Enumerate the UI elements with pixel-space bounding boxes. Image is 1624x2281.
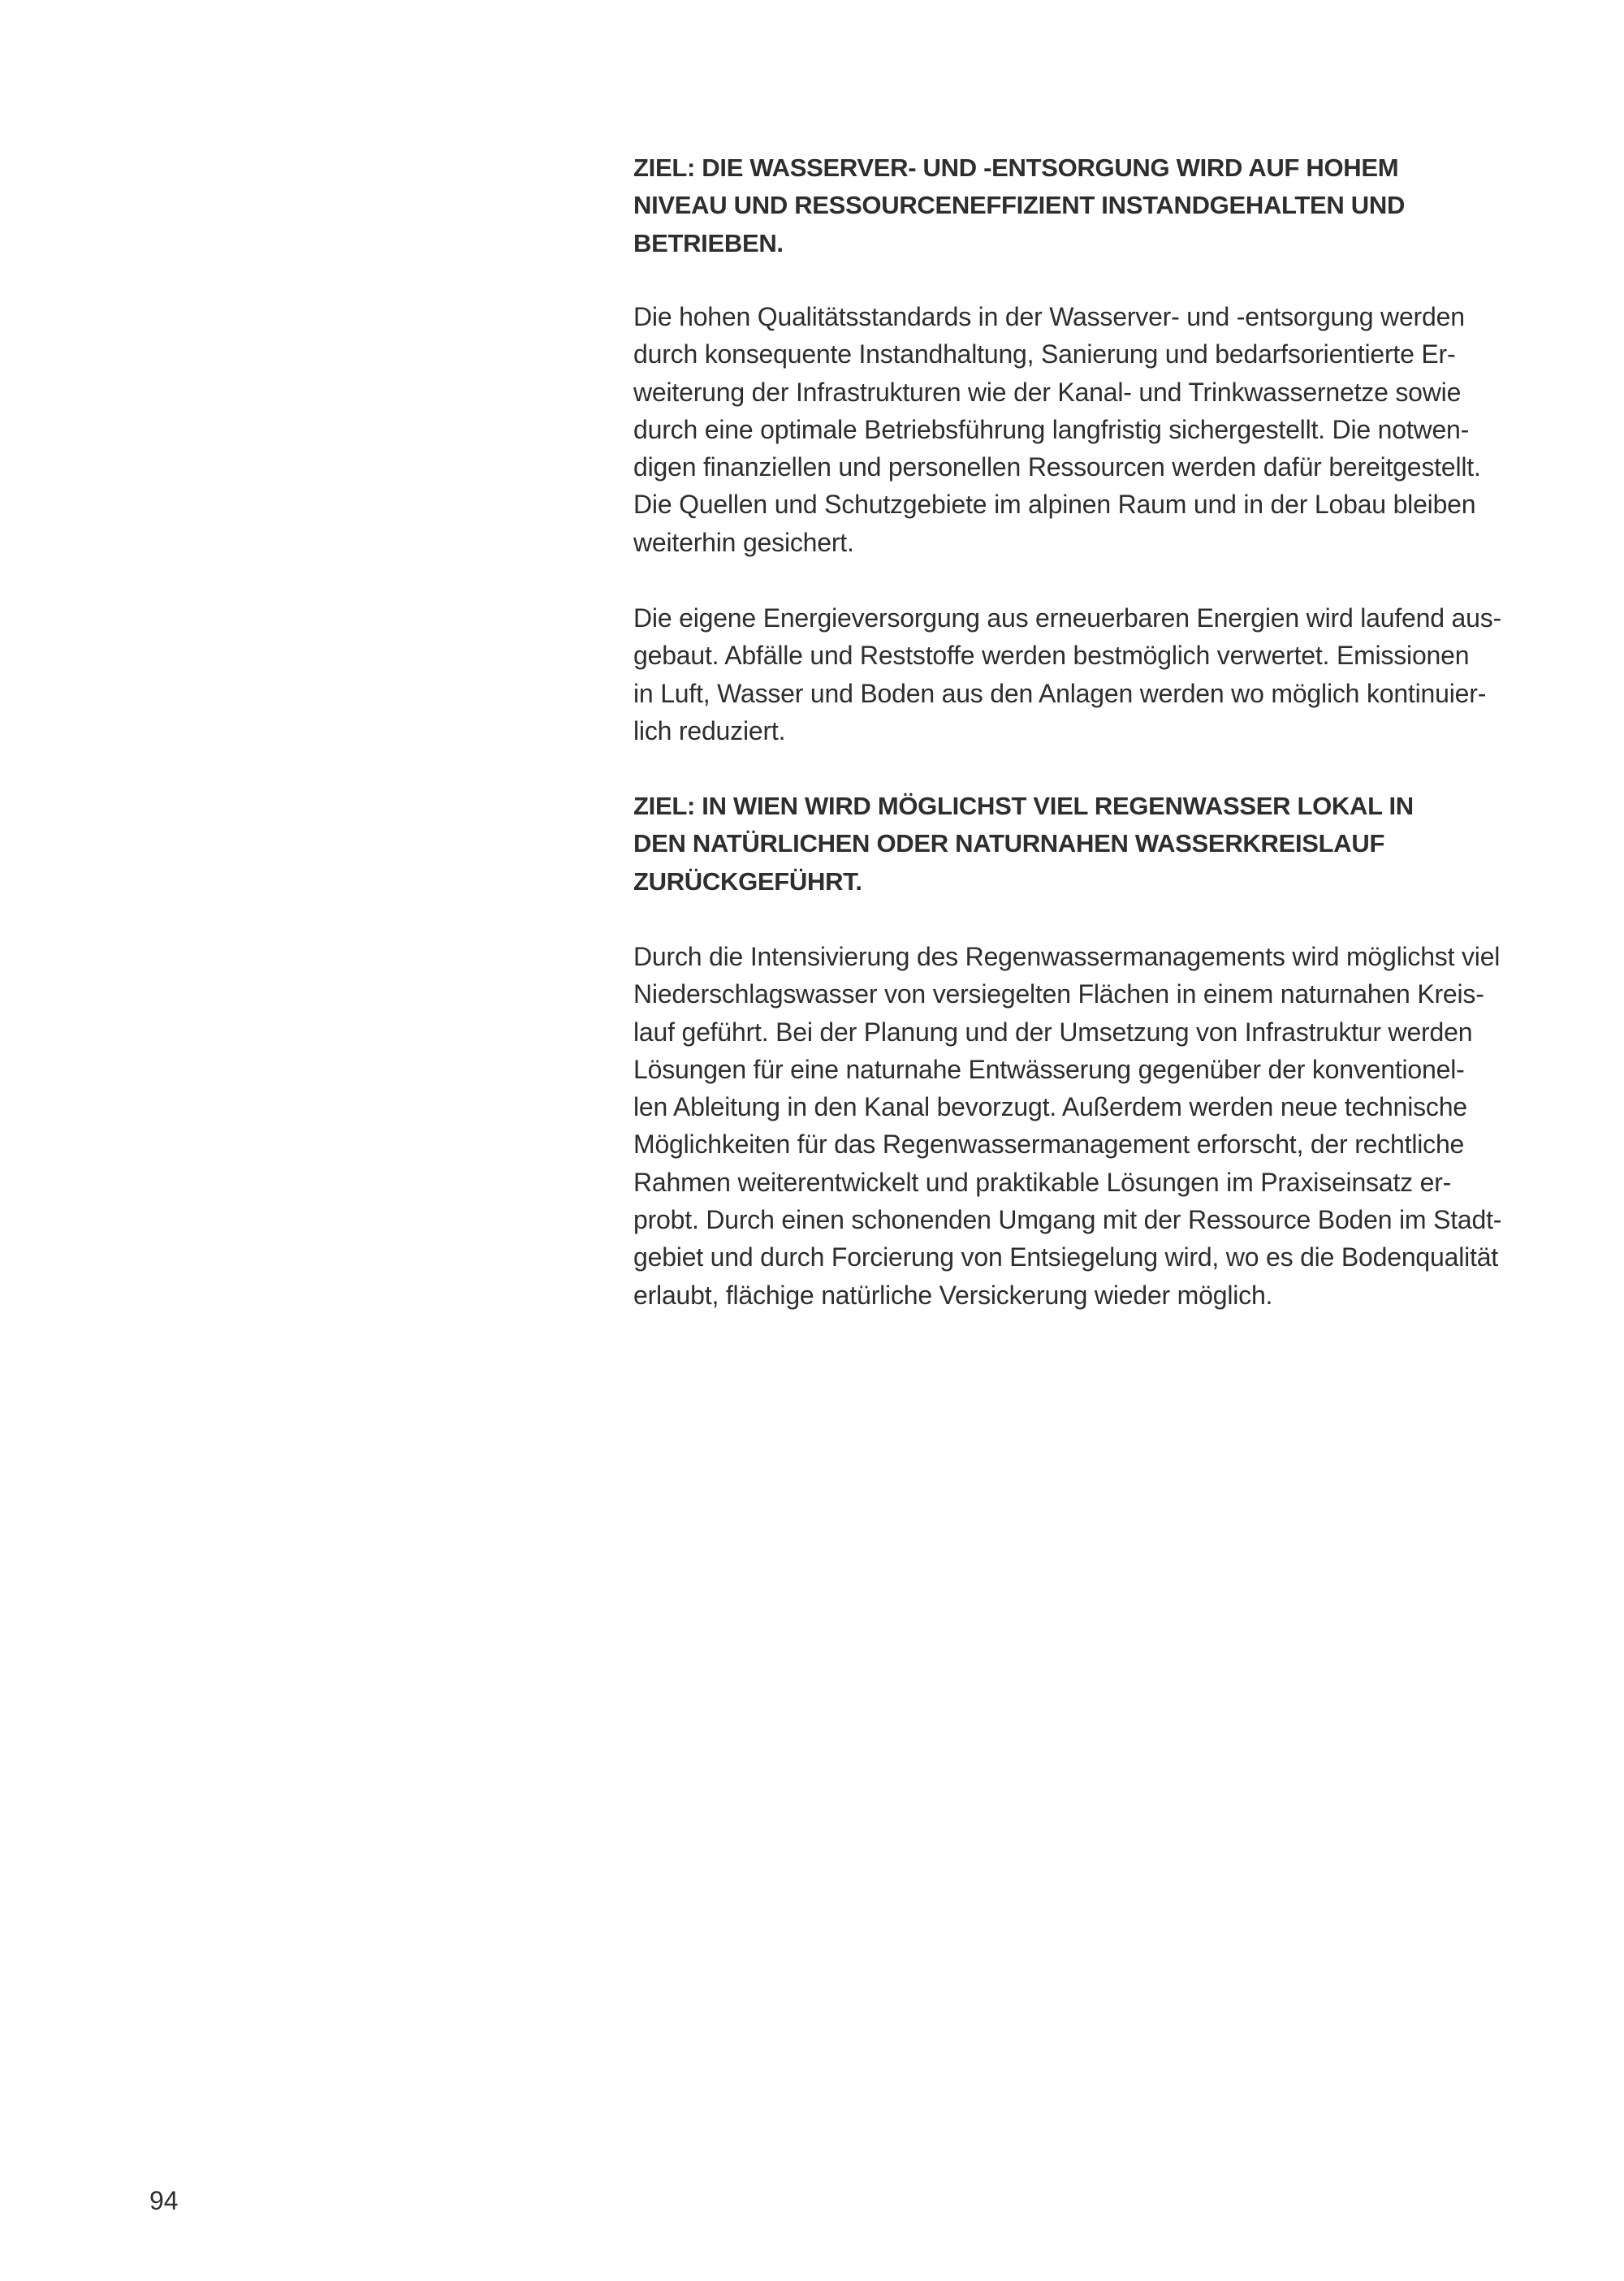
- text-line: erlaubt, flächige natürliche Versickerung wieder möglich.: [633, 1280, 1273, 1310]
- text-line: Die eigene Energieversorgung aus erneuerbaren Energien wird laufend aus-: [633, 603, 1501, 633]
- text-line: Rahmen weiterentwickelt und praktikable Lösungen im Praxiseinsatz er-: [633, 1167, 1452, 1197]
- section-2-heading: [633, 788, 1592, 901]
- section-1-paragraph-1: [633, 298, 1592, 561]
- heading-line: BETRIEBEN.: [633, 228, 784, 257]
- section-1-heading: [633, 149, 1592, 262]
- text-line: probt. Durch einen schonenden Umgang mit der Ressource Boden im Stadt-: [633, 1205, 1502, 1235]
- section-2-paragraph-1: [633, 938, 1592, 1314]
- text-line: lauf geführt. Bei der Planung und der Umsetzung von Infrastruktur werden: [633, 1017, 1473, 1047]
- heading-line: ZIEL: DIE WASSERVER- UND -ENTSORGUNG WIRD AUF HOHEM: [633, 153, 1399, 182]
- text-line: Durch die Intensivierung des Regenwassermanagements wird möglichst viel: [633, 942, 1501, 971]
- text-line: lich reduziert.: [633, 715, 786, 745]
- text-line: Möglichkeiten für das Regenwassermanagement erforscht, der rechtliche: [633, 1130, 1465, 1160]
- text-line: durch eine optimale Betriebsführung langfristig sichergestellt. Die notwen-: [633, 414, 1470, 444]
- page-number: 94: [149, 2186, 179, 2215]
- text-line: weiterung der Infrastrukturen wie der Kanal- und Trinkwassernetze sowie: [633, 377, 1462, 407]
- text-line: Die hohen Qualitätsstandards in der Wasserver- und -entsorgung werden: [633, 302, 1465, 331]
- text-line: len Ableitung in den Kanal bevorzugt. Außerdem werden neue technische: [633, 1092, 1467, 1122]
- heading-line: ZURÜCKGEFÜHRT.: [633, 866, 862, 896]
- text-line: Die Quellen und Schutzgebiete im alpinen Raum und in der Lobau bleiben: [633, 490, 1476, 520]
- heading-line: DEN NATÜRLICHEN ODER NATURNAHEN WASSERKREISLAUF: [633, 829, 1385, 858]
- text-line: Niederschlagswasser von versiegelten Flächen in einem naturnahen Kreis-: [633, 979, 1484, 1009]
- text-line: gebaut. Abfälle und Reststoffe werden bestmöglich verwertet. Emissionen: [633, 641, 1470, 671]
- text-line: digen finanziellen und personellen Ressourcen werden dafür bereitgestellt.: [633, 452, 1481, 482]
- text-line: weiterhin gesichert.: [633, 527, 854, 557]
- text-line: Lösungen für eine naturnahe Entwässerung gegenüber der konventionel-: [633, 1054, 1465, 1084]
- heading-line: NIVEAU UND RESSOURCENEFFIZIENT INSTANDGEHALTEN UND: [633, 191, 1406, 220]
- text-line: gebiet und durch Forcierung von Entsiegelung wird, wo es die Bodenqualität: [633, 1242, 1498, 1272]
- section-1-paragraph-2: [633, 599, 1592, 750]
- text-line: durch konsequente Instandhaltung, Sanierung und bedarfsorientierte Er-: [633, 339, 1456, 369]
- heading-line: ZIEL: IN WIEN WIRD MÖGLICHST VIEL REGENWASSER LOKAL IN: [633, 792, 1414, 820]
- text-line: in Luft, Wasser und Boden aus den Anlagen werden wo möglich kontinuier-: [633, 678, 1487, 708]
